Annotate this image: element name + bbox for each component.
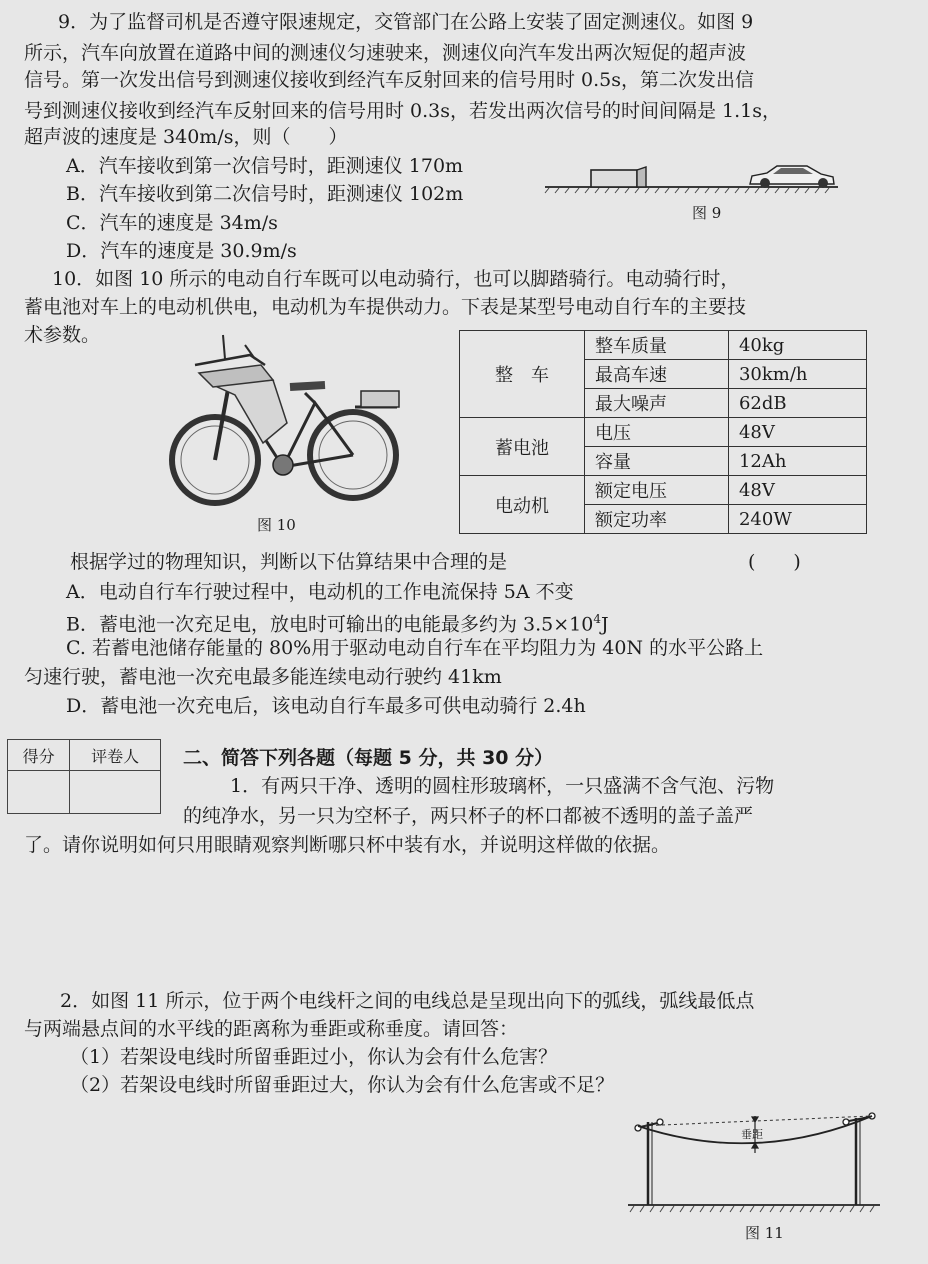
table-cell: 30km/h bbox=[728, 360, 866, 389]
table-row bbox=[8, 740, 161, 771]
q10-option-b bbox=[66, 608, 609, 635]
s2-q2-line-3: （1）若架设电线时所留垂距过小，你认为会有什么危害？ bbox=[70, 1046, 558, 1068]
table-cell: 额定电压 bbox=[585, 476, 729, 505]
table-cell: 240W bbox=[728, 505, 866, 534]
q10-line-1: 10．如图 10 所示的电动自行车既可以电动骑行，也可以脚踏骑行。电动骑行时， bbox=[52, 268, 740, 290]
table-cell: 48V bbox=[728, 476, 866, 505]
q10-stem: 根据学过的物理知识，判断以下估算结果中合理的是 bbox=[70, 551, 508, 573]
score-label: 得分 bbox=[8, 740, 70, 771]
figure-10-label: 图 10 bbox=[257, 516, 296, 534]
q10-option-c-line-1: C. 若蓄电池储存能量的 80%用于驱动电动自行车在平均阻力为 40N 的水平公路上 bbox=[66, 637, 764, 659]
table-group: 电动机 bbox=[460, 476, 585, 534]
q10-answer-bracket: ( ) bbox=[748, 551, 801, 573]
q10-option-b-text: B．蓄电池一次充足电，放电时可输出的电能最多约为 3.5×10 bbox=[66, 613, 594, 636]
figure-9-label: 图 9 bbox=[692, 204, 722, 222]
table-cell: 40kg bbox=[728, 331, 866, 360]
figure-11 bbox=[628, 1108, 888, 1220]
q9-line-3: 信号。第一次发出信号到测速仪接收到经汽车反射回来的信号用时 0.5s，第二次发出信 bbox=[24, 69, 755, 91]
table-cell: 容量 bbox=[585, 447, 729, 476]
figure-11-label: 图 11 bbox=[745, 1224, 784, 1242]
table-row bbox=[460, 418, 867, 447]
q9-line-4: 号到测速仪接收到经汽车反射回来的信号用时 0.3s，若发出两次信号的时间间隔是 1.1s， bbox=[24, 100, 782, 122]
q10-option-b-exponent: 4 bbox=[593, 612, 601, 626]
s2-q1-line-1: 1．有两只干净、透明的圆柱形玻璃杯，一只盛满不含气泡、污物 bbox=[230, 775, 775, 797]
s2-q2-line-2: 与两端悬点间的水平线的距离称为垂距或称垂度。请回答： bbox=[24, 1018, 519, 1040]
table-cell: 最高车速 bbox=[585, 360, 729, 389]
table-cell: 最大噪声 bbox=[585, 389, 729, 418]
s2-q1-line-3: 了。请你说明如何只用眼睛观察判断哪只杯中装有水，并说明这样做的依据。 bbox=[24, 834, 671, 856]
q9-option-d: D．汽车的速度是 30.9m/s bbox=[66, 240, 297, 262]
table-cell: 整车质量 bbox=[585, 331, 729, 360]
grader-label: 评卷人 bbox=[70, 740, 161, 771]
score-input[interactable] bbox=[8, 771, 70, 814]
table-group: 蓄电池 bbox=[460, 418, 585, 476]
figure-10 bbox=[165, 325, 410, 510]
q10-option-a: A．电动自行车行驶过程中，电动机的工作电流保持 5A 不变 bbox=[66, 581, 574, 603]
s2-q2-line-4: （2）若架设电线时所留垂距过大，你认为会有什么危害或不足？ bbox=[70, 1074, 615, 1096]
q9-line-2: 所示，汽车向放置在道路中间的测速仪匀速驶来，测速仪向汽车发出两次短促的超声波 bbox=[24, 42, 747, 64]
table-cell: 12Ah bbox=[728, 447, 866, 476]
spec-table bbox=[459, 330, 867, 534]
car-icon bbox=[750, 166, 834, 188]
table-group: 整 车 bbox=[460, 331, 585, 418]
grader-input[interactable] bbox=[70, 771, 161, 814]
figure-9 bbox=[545, 158, 845, 198]
q10-option-d: D．蓄电池一次充电后，该电动自行车最多可供电动骑行 2.4h bbox=[66, 695, 586, 717]
q9-line-1: 9．为了监督司机是否遵守限速规定，交管部门在公路上安装了固定测速仪。如图 9 bbox=[58, 11, 754, 33]
q10-line-2: 蓄电池对车上的电动机供电，电动机为车提供动力。下表是某型号电动自行车的主要技 bbox=[24, 296, 747, 318]
q9-line-5: 超声波的速度是 340m/s，则（ ） bbox=[24, 126, 348, 148]
q10-option-b-unit: J bbox=[600, 613, 609, 636]
utility-pole-icon bbox=[843, 1113, 875, 1205]
table-row bbox=[460, 331, 867, 360]
q10-option-c-line-2: 匀速行驶，蓄电池一次充电最多能连续电动行驶约 41km bbox=[24, 666, 502, 688]
sag-label: 垂距 bbox=[741, 1128, 763, 1141]
table-row bbox=[460, 476, 867, 505]
section-2-title: 二、简答下列各题（每题 5 分，共 30 分） bbox=[183, 747, 554, 769]
speed-detector bbox=[591, 167, 646, 187]
score-box bbox=[7, 739, 161, 814]
table-cell: 额定功率 bbox=[585, 505, 729, 534]
s2-q2-line-1: 2．如图 11 所示，位于两个电线杆之间的电线总是呈现出向下的弧线，弧线最低点 bbox=[60, 990, 755, 1012]
q10-line-3: 术参数。 bbox=[24, 324, 101, 346]
q9-option-c: C．汽车的速度是 34m/s bbox=[66, 212, 278, 234]
s2-q1-line-2: 的纯净水，另一只为空杯子，两只杯子的杯口都被不透明的盖子盖严 bbox=[183, 805, 754, 827]
table-cell: 电压 bbox=[585, 418, 729, 447]
q9-option-a: A．汽车接收到第一次信号时，距测速仪 170m bbox=[66, 155, 464, 177]
table-cell: 48V bbox=[728, 418, 866, 447]
q9-option-b: B．汽车接收到第二次信号时，距测速仪 102m bbox=[66, 183, 464, 205]
table-cell: 62dB bbox=[728, 389, 866, 418]
table-row bbox=[8, 771, 161, 814]
